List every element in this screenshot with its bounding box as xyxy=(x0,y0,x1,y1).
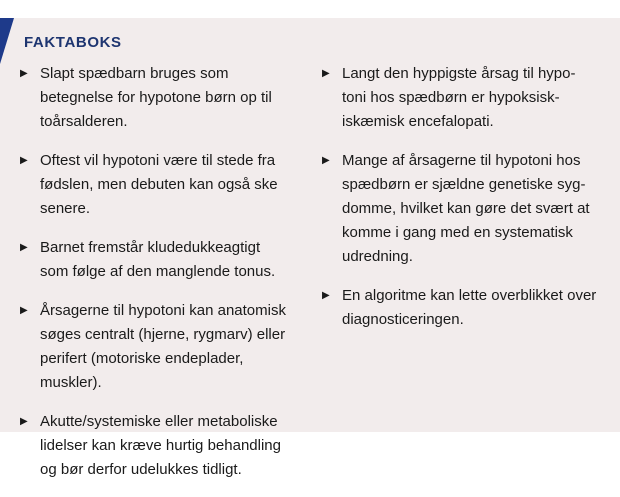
bullet-icon: ▶ xyxy=(322,68,330,79)
bullet-icon: ▶ xyxy=(20,242,28,253)
list-item-text: Langt den hyppigste årsag til hypo- toni hos spædbørn er hypoksisk- iskæmisk encefalopati. xyxy=(342,65,576,130)
list-item xyxy=(322,284,604,332)
list-item-text: Mange af årsagerne til hypotoni hos spædbørn er sjældne genetiske syg- domme, hvilket kan gøre det svært at komme i gang med en systematisk udredning. xyxy=(342,152,590,265)
list-item xyxy=(20,62,302,134)
list-item-text: Akutte/systemiske eller metaboliske lidelser kan kræve hurtig behandling og bør derfor udelukkes tidligt. xyxy=(40,413,281,478)
bullet-icon: ▶ xyxy=(20,305,28,316)
factbox-title: FAKTABOKS xyxy=(24,34,122,51)
list-item-text: Barnet fremstår kludedukkeagtigt som følge af den manglende tonus. xyxy=(40,239,276,280)
list-item xyxy=(20,149,302,221)
bullet-icon: ▶ xyxy=(20,155,28,166)
list-item xyxy=(322,149,604,269)
list-item xyxy=(20,299,302,395)
factbox-right-column xyxy=(322,62,604,347)
list-item-text: Slapt spædbarn bruges som betegnelse for hypotone børn op til toårsalderen. xyxy=(40,65,272,130)
factbox-left-column xyxy=(20,62,302,497)
list-item-text: Årsagerne til hypotoni kan anatomisk søges centralt (hjerne, rygmarv) eller perifert (motoriske endeplader, muskler). xyxy=(40,302,286,391)
list-item-text: Oftest vil hypotoni være til stede fra fødslen, men debuten kan også ske senere. xyxy=(40,152,278,217)
list-item xyxy=(20,236,302,284)
bullet-icon: ▶ xyxy=(20,416,28,427)
list-item xyxy=(322,62,604,134)
bullet-icon: ▶ xyxy=(20,68,28,79)
list-item-text: En algoritme kan lette overblikket over diagnosticeringen. xyxy=(342,287,597,328)
bullet-icon: ▶ xyxy=(322,155,330,166)
bullet-icon: ▶ xyxy=(322,290,330,301)
list-item xyxy=(20,410,302,482)
